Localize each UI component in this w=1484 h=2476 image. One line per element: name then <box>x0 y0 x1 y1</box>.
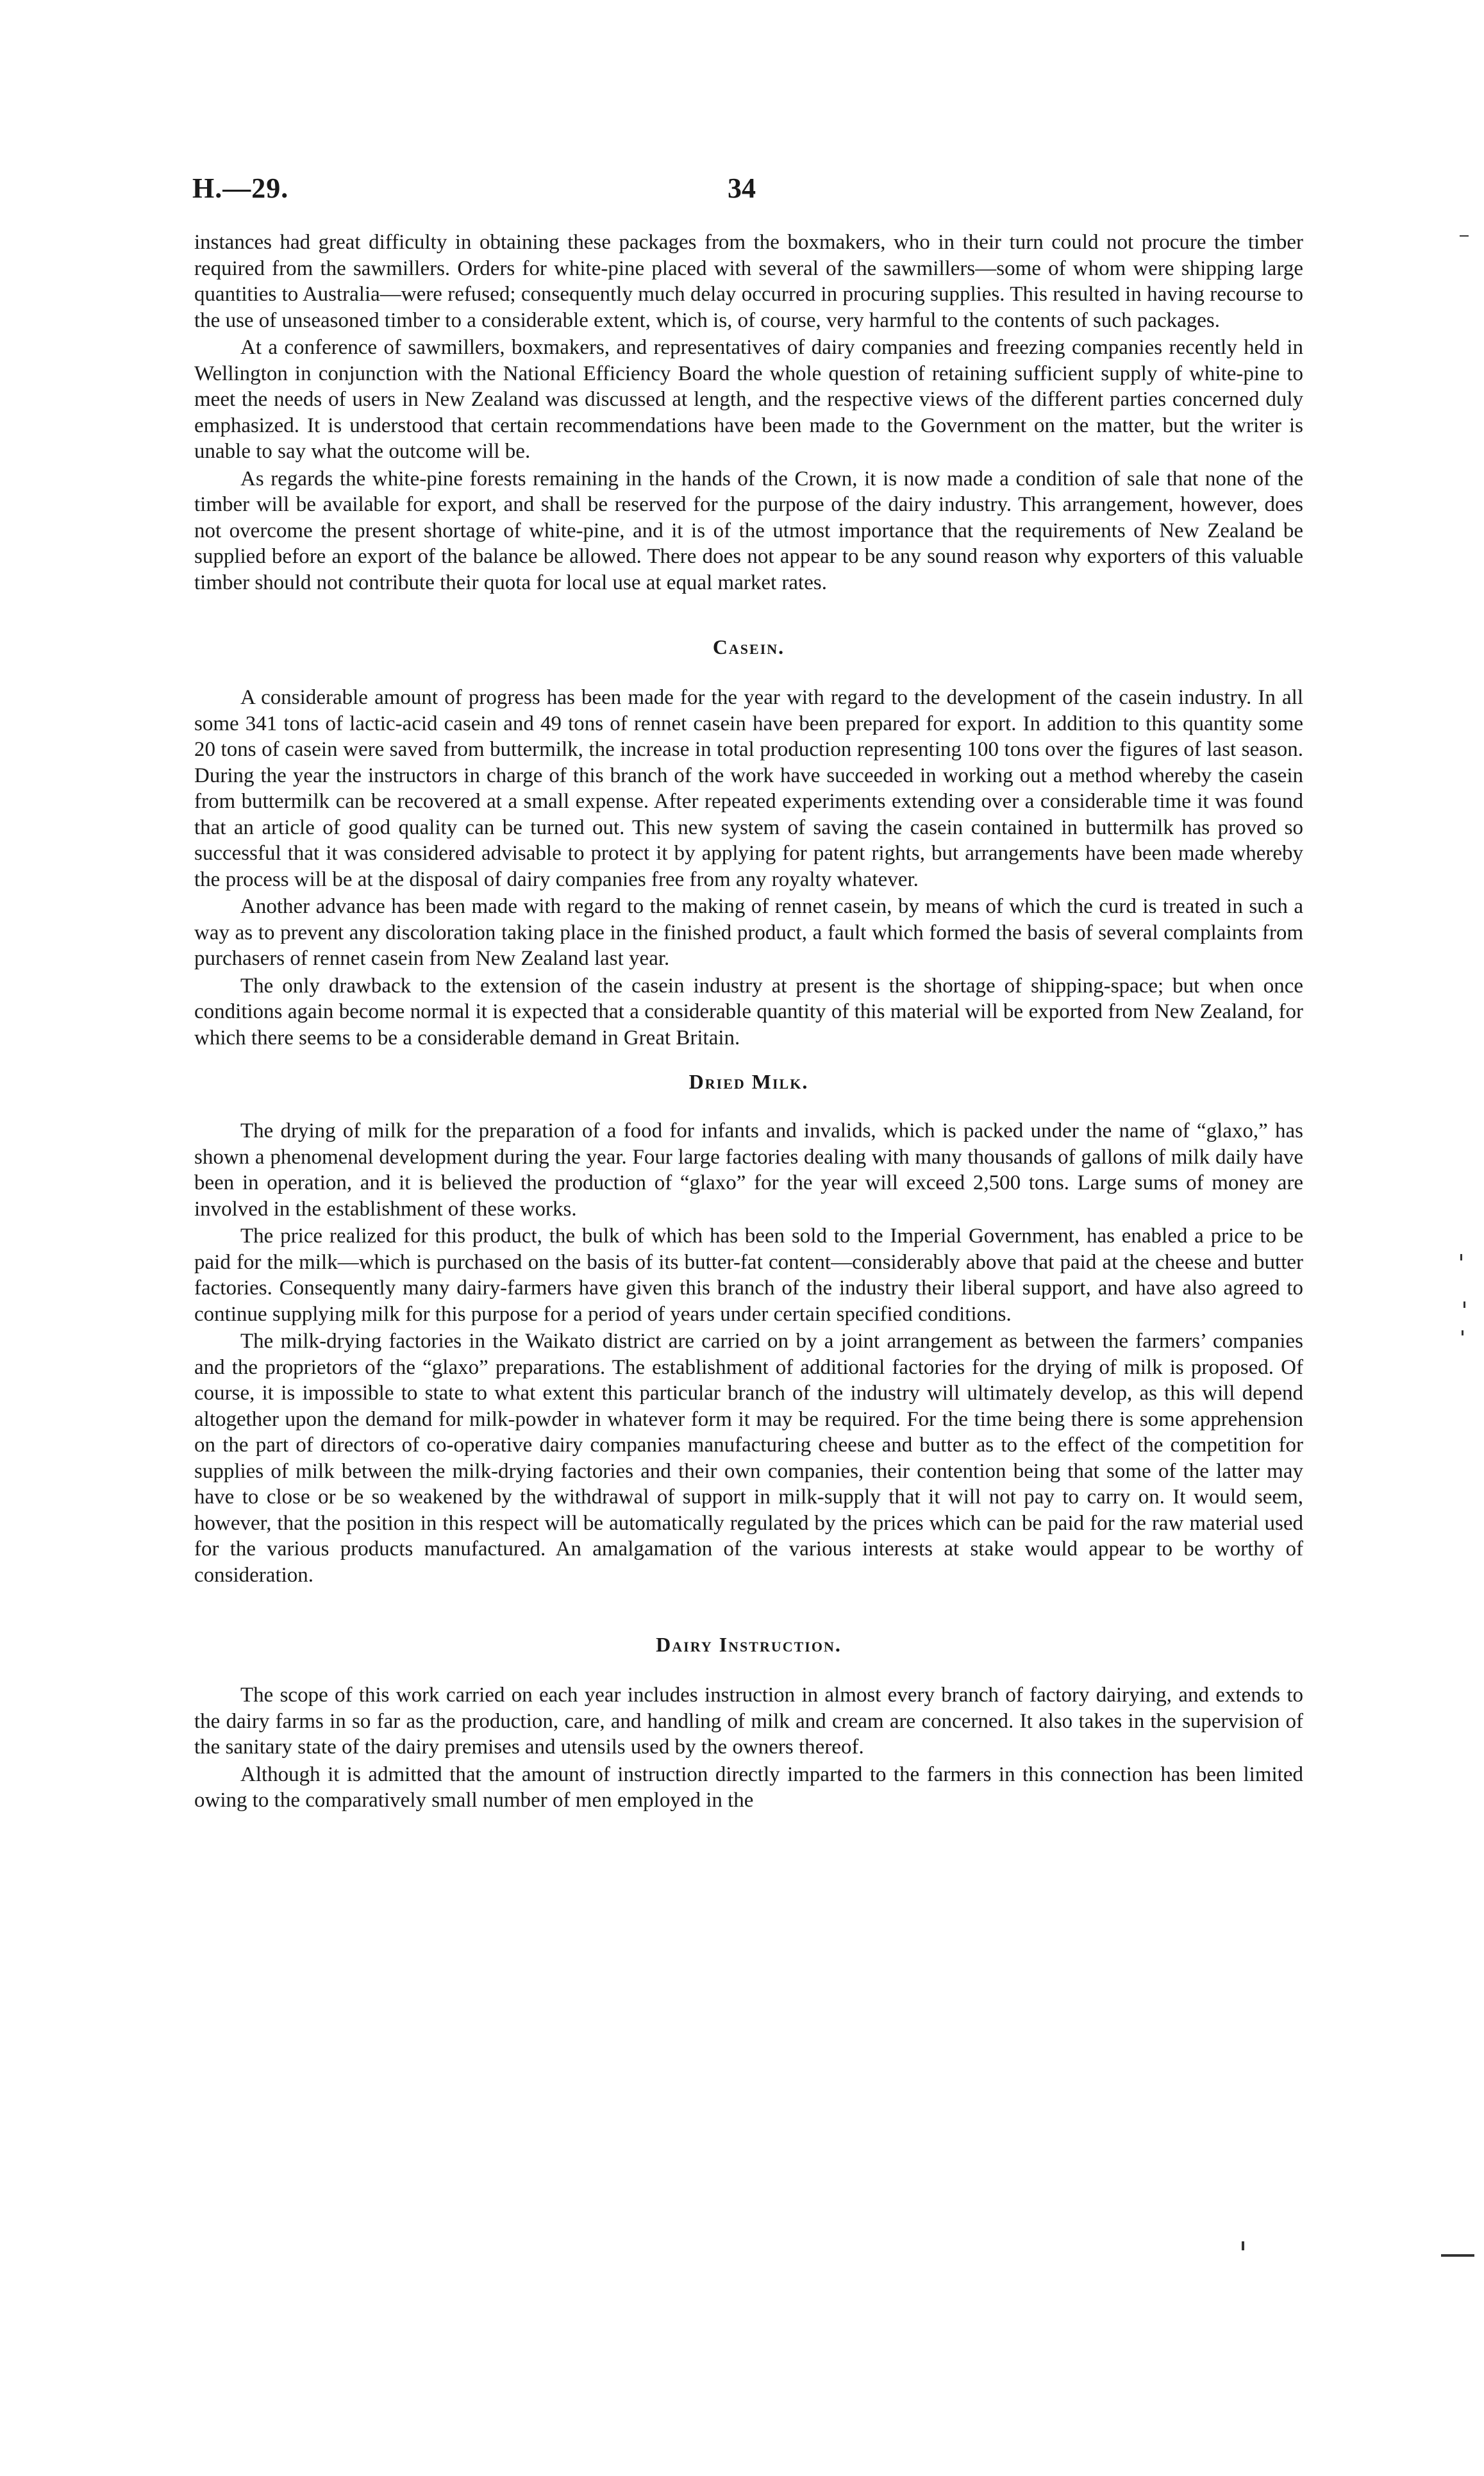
paragraph-conference: At a conference of sawmillers, boxmakers, and representatives of dairy companies and freezing companies recently held in Wellington in conjunction with the National Efficiency Board the whole question of retaining sufficient supply of white-pine to meet the needs of users in New Zealand was discussed at length, and the respective views of the different parties concerned duly emphasized. It is understood that certain recommendations have been made to the Government on the matter, but the writer is unable to say what the outcome will be. <box>194 336 1303 463</box>
scan-mark <box>1460 235 1469 237</box>
paragraph-waikato-factories: The milk-drying factories in the Waikato district are carried on by a joint arrangement as between the farmers’ companies and the proprietors of the “glaxo” preparations. The establishment of additional factories for the drying of milk is proposed. Of course, it is impossible to state to what extent this particular branch of the industry will ultimately develop, as this will depend altogether upon the demand for milk-powder in whatever form it may be required. For the time being there is some apprehension on the part of directors of co-operative dairy companies manufacturing cheese and butter as to the effect of the competition for supplies of milk between the milk-drying factories and their own companies, their contention being that some of the latter may have to close or be so weakened by the withdrawal of support in milk-supply that it will not pay to carry on. It would seem, however, that the position in this respect will be automatically regulated by the prices which can be paid for the raw material used for the various products manufactured. An amalgamation of the various interests at stake would appear to be worthy of consideration. <box>194 1330 1303 1587</box>
paragraph-shipping-space: The only drawback to the extension of the casein industry at present is the shortage of shipping-space; but when once conditions again become normal it is expected that a considerable quantity of this material will be exported from New Zealand, for which there seems to be a considerable demand in Great Britain. <box>194 974 1303 1050</box>
paragraph-price-realized: The price realized for this product, the bulk of which has been sold to the Imperial Government, has enabled a price to be paid for the milk—which is purchased on the basis of its butter-fat content—considerably above that paid at the cheese and butter factories. Consequently many dairy-farmers have given this branch of the industry their liberal support, and have also agreed to continue supplying milk for this purpose for a period of years under certain specified conditions. <box>194 1225 1303 1326</box>
page-number: 34 <box>728 172 756 204</box>
paragraph-scope: The scope of this work carried on each year includes instruction in almost every branch of factory dairying, and extends to the dairy farms in so far as the production, care, and handling of milk and cream are concerned. It also takes in the supervision of the sanitary state of the dairy premises and utensils used by the owners thereof. <box>194 1684 1303 1759</box>
paragraph-packages: instances had great difficulty in obtaining these packages from the boxmakers, who in their turn could not procure the timber required from the sawmillers. Orders for white-pine placed with several of the sawmillers—some of whom were shipping large quantities to Australia—were refused; consequently much delay occurred in procuring supplies. This resulted in having recourse to the use of unseasoned timber to a considerable extent, which is, of course, very harmful to the contents of such packages. <box>194 231 1303 332</box>
scan-mark <box>1463 1301 1465 1308</box>
section-heading-dried-milk: Dried Milk. <box>688 1070 809 1093</box>
paragraph-instruction-limited: Although it is admitted that the amount of instruction directly imparted to the farmers in this connection has been limited owing to the comparatively small number of men employed in the <box>194 1762 1303 1812</box>
scan-mark <box>1242 2241 1244 2250</box>
scan-mark <box>1441 2254 1474 2257</box>
paragraph-rennet-casein: Another advance has been made with regard to the making of rennet casein, by means of which the curd is treated in such a way as to prevent any discoloration taking place in the finished product, a fault which formed the basis of several complaints from purchasers of rennet casein from New Zealand last year. <box>194 895 1303 970</box>
section-heading-dairy-instruction: Dairy Instruction. <box>656 1633 842 1656</box>
paragraph-crown-forests: As regards the white-pine forests remaining in the hands of the Crown, it is now made a condition of sale that none of the timber will be available for export, and shall be reserved for the purpose of the dairy industry. This arrangement, however, does not overcome the present shortage of white-pine, and it is of the utmost importance that the requirements of New Zealand be supplied before an export of the balance be allowed. There does not appear to be any sound reason why exporters of this valuable timber should not contribute their quota for local use at equal market rates. <box>194 467 1303 594</box>
page-header <box>192 172 1301 217</box>
scan-mark <box>1460 1254 1462 1260</box>
scan-mark <box>1462 1330 1463 1335</box>
section-heading-casein: Casein. <box>712 635 785 658</box>
document-reference: H.—29. <box>192 172 289 204</box>
paragraph-glaxo: The drying of milk for the preparation of a food for infants and invalids, which is packed under the name of “glaxo,” has shown a phenomenal development during the year. Four large factories dealing with many thousands of gallons of milk daily have been in operation, and it is believed the production of “glaxo” for the year will exceed 2,500 tons. Large sums of money are involved in the establishment of these works. <box>194 1119 1303 1221</box>
paragraph-casein-progress: A considerable amount of progress has been made for the year with regard to the development of the casein industry. In all some 341 tons of lactic-acid casein and 49 tons of rennet casein have been prepared for export. In addition to this quantity some 20 tons of casein were saved from buttermilk, the increase in total production representing 100 tons over the figures of last season. During the year the instructors in charge of this branch of the work have succeeded in working out a method whereby the casein from buttermilk can be recovered at a small expense. After repeated experiments extending over a considerable time it was found that an article of good quality can be turned out. This new system of saving the casein contained in buttermilk has proved so successful that it was considered advisable to protect it by applying for patent rights, but arrangements have been made whereby the process will be at the disposal of dairy companies free from any royalty whatever. <box>194 686 1303 891</box>
body-text <box>194 230 1303 1814</box>
